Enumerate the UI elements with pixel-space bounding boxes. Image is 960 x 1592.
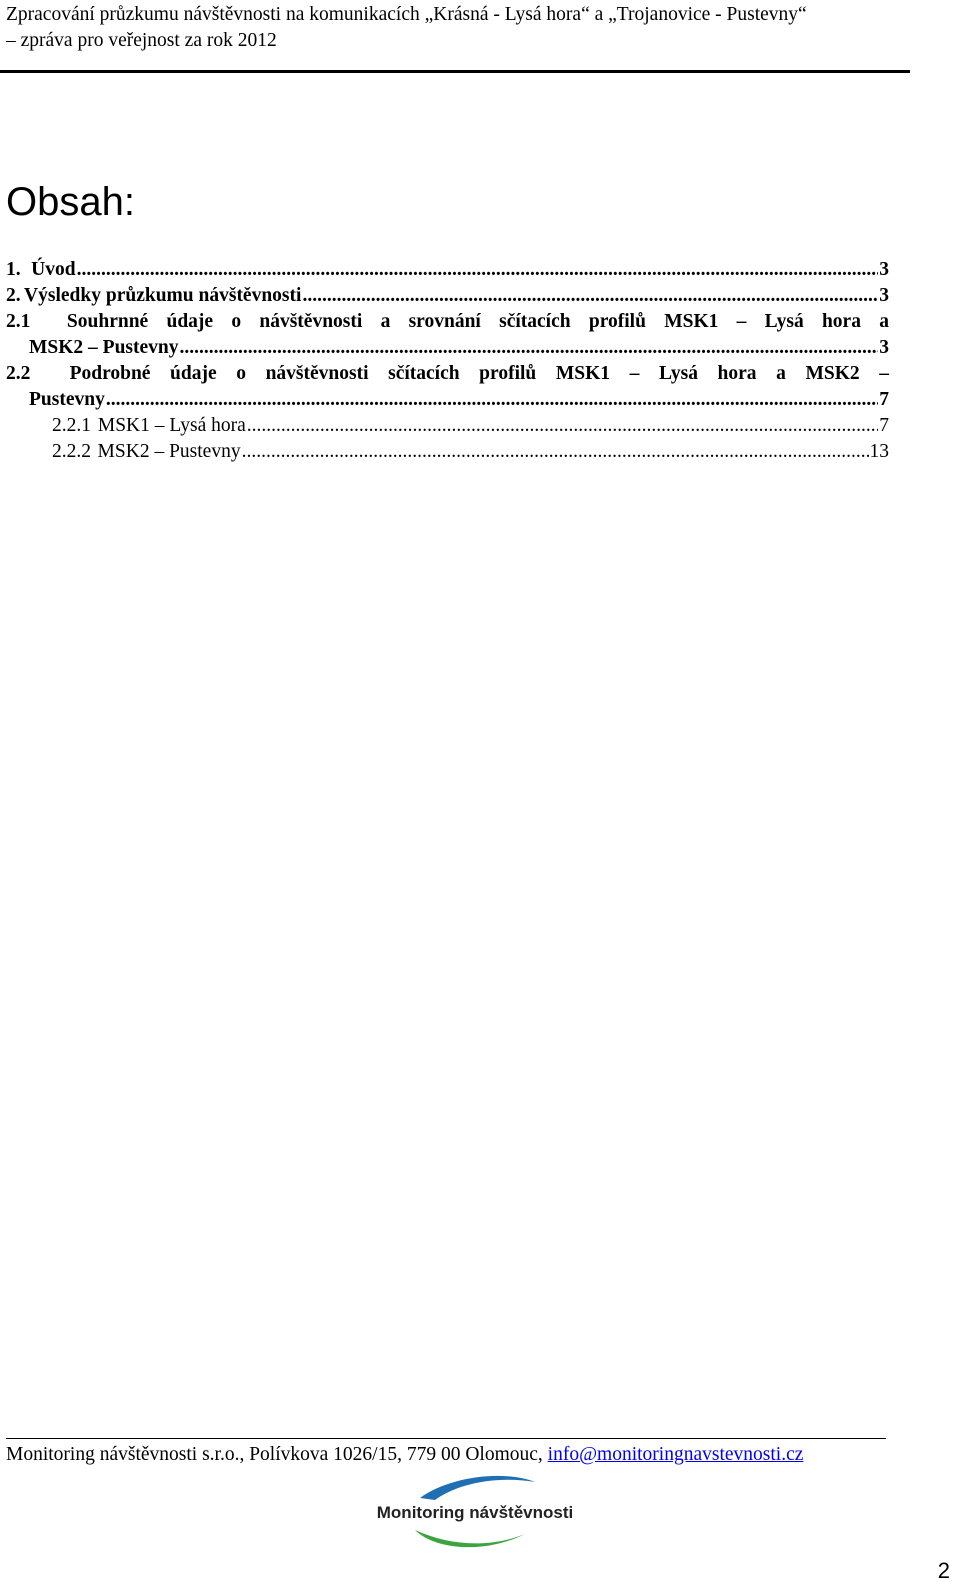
footer-address (6, 1442, 803, 1468)
toc-entry-podrobne-line1[interactable] (6, 361, 889, 387)
toc-entry-page: 7 (879, 415, 889, 436)
toc-entry-number: 2. (6, 285, 21, 306)
toc-leader-dots (302, 283, 878, 309)
toc-entry-text: Souhrnné údaje o návštěvnosti a srovnání sčítacích profilů MSK1 – Lysá hora a (66, 311, 889, 332)
toc-entry-page: 7 (879, 389, 889, 410)
toc-leader-dots (247, 413, 879, 439)
page-number: 2 (937, 1558, 950, 1583)
toc-leader-dots (242, 439, 869, 465)
toc-title: Obsah: (6, 180, 135, 224)
toc-entry-vysledky[interactable] (6, 283, 889, 309)
footer-company-address: Monitoring návštěvnosti s.r.o., Polívkova 1026/15, 779 00 Olomouc, (6, 1444, 548, 1465)
toc-entry-souhrnne-line2[interactable] (29, 335, 889, 361)
toc-leader-dots (106, 387, 878, 413)
toc-entry-text: MSK1 – Lysá hora (97, 415, 246, 436)
logo-top-swoosh (420, 1476, 535, 1500)
toc-entry-page: 3 (879, 285, 889, 306)
toc-entry-page: 3 (879, 259, 889, 280)
toc-leader-dots (77, 257, 879, 283)
toc-entry-text: Úvod (31, 259, 76, 280)
logo-text: Monitoring návštěvnosti (376, 1503, 574, 1522)
monitoring-logo (365, 1468, 585, 1556)
toc-entry-pustevny[interactable] (52, 439, 889, 465)
toc-entry-number: 2.2 (6, 363, 31, 384)
toc-entry-number: 2.2.1 (52, 415, 91, 436)
toc-entry-number: 2.2.2 (52, 441, 91, 462)
toc-entry-lysa-hora[interactable] (52, 413, 889, 439)
toc-entry-podrobne-line2[interactable] (29, 387, 889, 413)
document-header (6, 2, 910, 54)
toc-entry-text: Pustevny (29, 389, 105, 410)
toc-entry-text: MSK2 – Pustevny (29, 337, 179, 358)
toc-entry-uvod[interactable] (6, 257, 889, 283)
toc-entry-page: 13 (869, 441, 889, 462)
toc-entry-text: Podrobné údaje o návštěvnosti sčítacích profilů MSK1 – Lysá hora a MSK2 – (69, 363, 889, 384)
toc-entry-number: 2.1 (6, 311, 31, 332)
toc-entry-number: 1. (6, 259, 21, 280)
footer-email-link[interactable]: info@monitoringnavstevnosti.cz (547, 1444, 804, 1465)
toc-entry-page: 3 (879, 337, 889, 358)
footer-divider (6, 1438, 886, 1439)
toc-entry-text: Výsledky průzkumu návštěvnosti (24, 285, 302, 306)
logo-bottom-swoosh (415, 1530, 525, 1547)
header-divider (0, 70, 910, 73)
toc-entry-souhrnne-line1[interactable] (6, 309, 889, 335)
toc-leader-dots (180, 335, 879, 361)
toc-entry-text: MSK2 – Pustevny (97, 441, 241, 462)
header-subtitle-line: – zpráva pro veřejnost za rok 2012 (6, 30, 277, 51)
header-title-line: Zpracování průzkumu návštěvnosti na komunikacích „Krásná - Lysá hora“ a „Trojanovice - Pustevny“ (6, 4, 807, 25)
